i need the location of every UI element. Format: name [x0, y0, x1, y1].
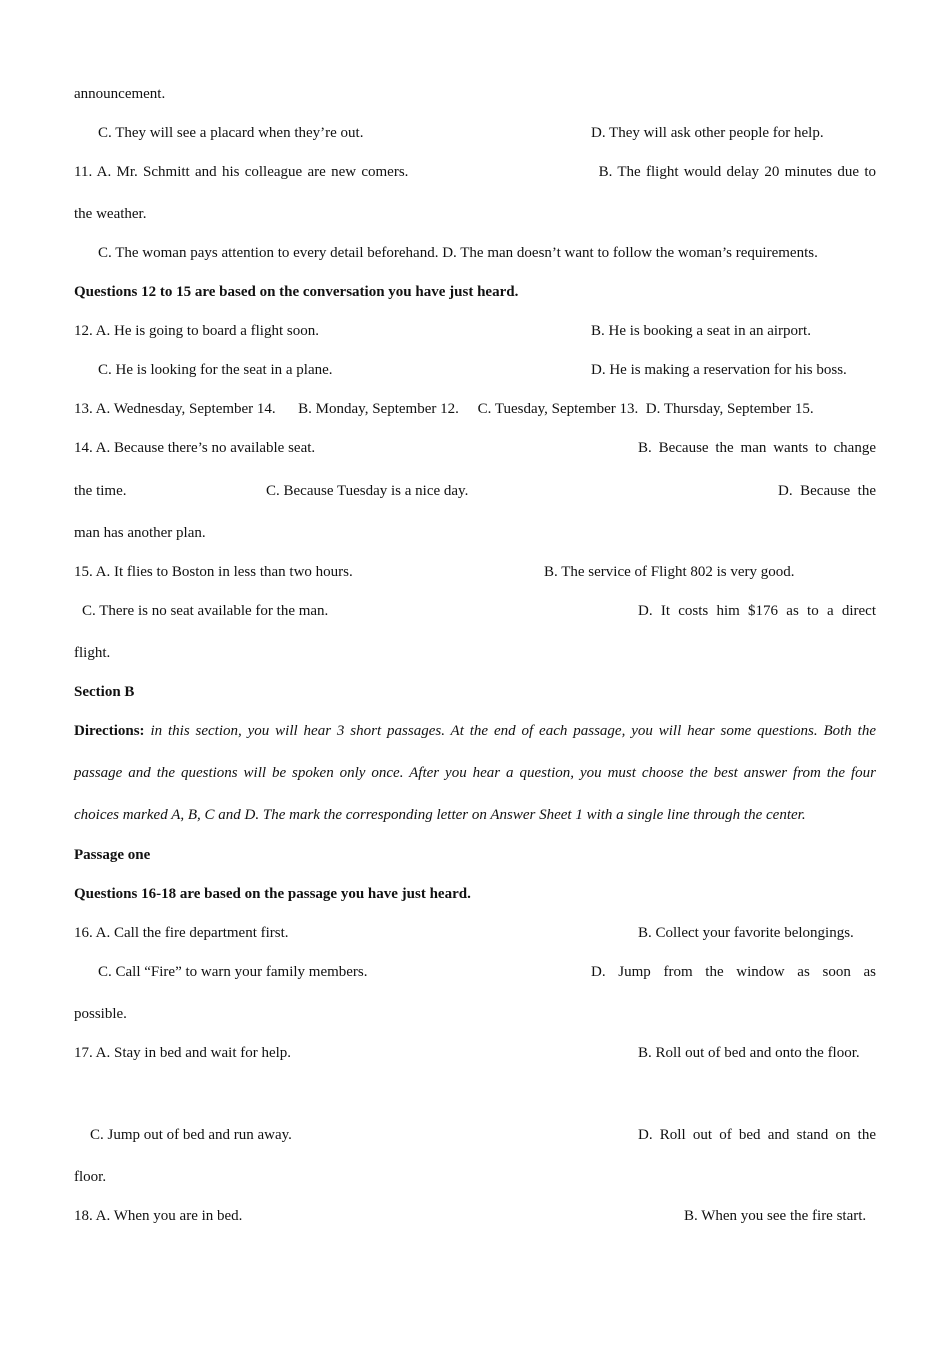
option-c-q12: C. He is looking for the seat in a plane.	[98, 362, 333, 378]
option-c-q15: C. There is no seat available for the man.	[82, 603, 329, 619]
option-a-q14: 14. A. Because there’s no available seat.	[74, 440, 316, 456]
option-d-q17: D. Roll out of bed and stand on the	[638, 1127, 876, 1143]
option-a-q17: 17. A. Stay in bed and wait for help.	[74, 1045, 292, 1061]
section-heading: Questions 12 to 15 are based on the conversation you have just heard.	[74, 284, 519, 300]
directions-line: choices marked A, B, C and D. The mark the corresponding letter on Answer Sheet 1 with a single line through the center.	[74, 807, 806, 823]
option-b-q15: B. The service of Flight 802 is very good.	[544, 564, 795, 580]
text-line: floor.	[74, 1169, 107, 1185]
option-b-q12: B. He is booking a seat in an airport.	[591, 323, 811, 339]
option-d-q12: D. He is making a reservation for his boss.	[591, 362, 847, 378]
question-11-options-cd: C. The woman pays attention to every detail beforehand. D. The man doesn’t want to follow the woman’s requirements.	[98, 245, 818, 261]
option-a-q15: 15. A. It flies to Boston in less than two hours.	[74, 564, 353, 580]
text-line: the time.	[74, 483, 127, 499]
option-d-q14: D. Because the	[778, 483, 876, 499]
option-a-q16: 16. A. Call the fire department first.	[74, 925, 289, 941]
text-line: possible.	[74, 1006, 127, 1022]
option-a-q12: 12. A. He is going to board a flight soon.	[74, 323, 319, 339]
option-d-q15: D. It costs him $176 as to a direct	[638, 603, 876, 619]
option-b-q17: B. Roll out of bed and onto the floor.	[638, 1045, 860, 1061]
directions-text: in this section, you will hear 3 short passages. At the end of each passage, you will hear some questions. Both the	[150, 723, 877, 739]
text-line: flight.	[74, 645, 111, 661]
passage-heading: Passage one	[74, 847, 151, 863]
directions-line: passage and the questions will be spoken only once. After you hear a question, you must choose the best answer from the four	[74, 765, 876, 781]
text-line: announcement.	[74, 86, 166, 102]
text-line: the weather.	[74, 206, 147, 222]
option-c-q16: C. Call “Fire” to warn your family members.	[98, 964, 368, 980]
option-c-q10: C. They will see a placard when they’re out.	[98, 125, 364, 141]
question-13-line: 13. A. Wednesday, September 14. B. Monday, September 12. C. Tuesday, September 13. D. Thursday, September 15.	[74, 401, 814, 417]
question-11-line: 11. A. Mr. Schmitt and his colleague are new comers. B. The flight would delay 20 minutes due to	[74, 164, 876, 180]
section-heading: Questions 16-18 are based on the passage you have just heard.	[74, 886, 471, 902]
option-c-q14: C. Because Tuesday is a nice day.	[266, 483, 469, 499]
option-b-q18: B. When you see the fire start.	[684, 1208, 867, 1224]
option-d-q10: D. They will ask other people for help.	[591, 125, 824, 141]
option-a-q18: 18. A. When you are in bed.	[74, 1208, 243, 1224]
directions-line	[74, 721, 876, 741]
option-b-q14: B. Because the man wants to change	[638, 440, 876, 456]
option-b-q16: B. Collect your favorite belongings.	[638, 925, 854, 941]
directions-label: Directions:	[74, 723, 145, 739]
option-d-q16: D. Jump from the window as soon as	[591, 964, 876, 980]
option-c-q17: C. Jump out of bed and run away.	[90, 1127, 292, 1143]
text-line: man has another plan.	[74, 525, 206, 541]
section-b-heading: Section B	[74, 684, 135, 700]
